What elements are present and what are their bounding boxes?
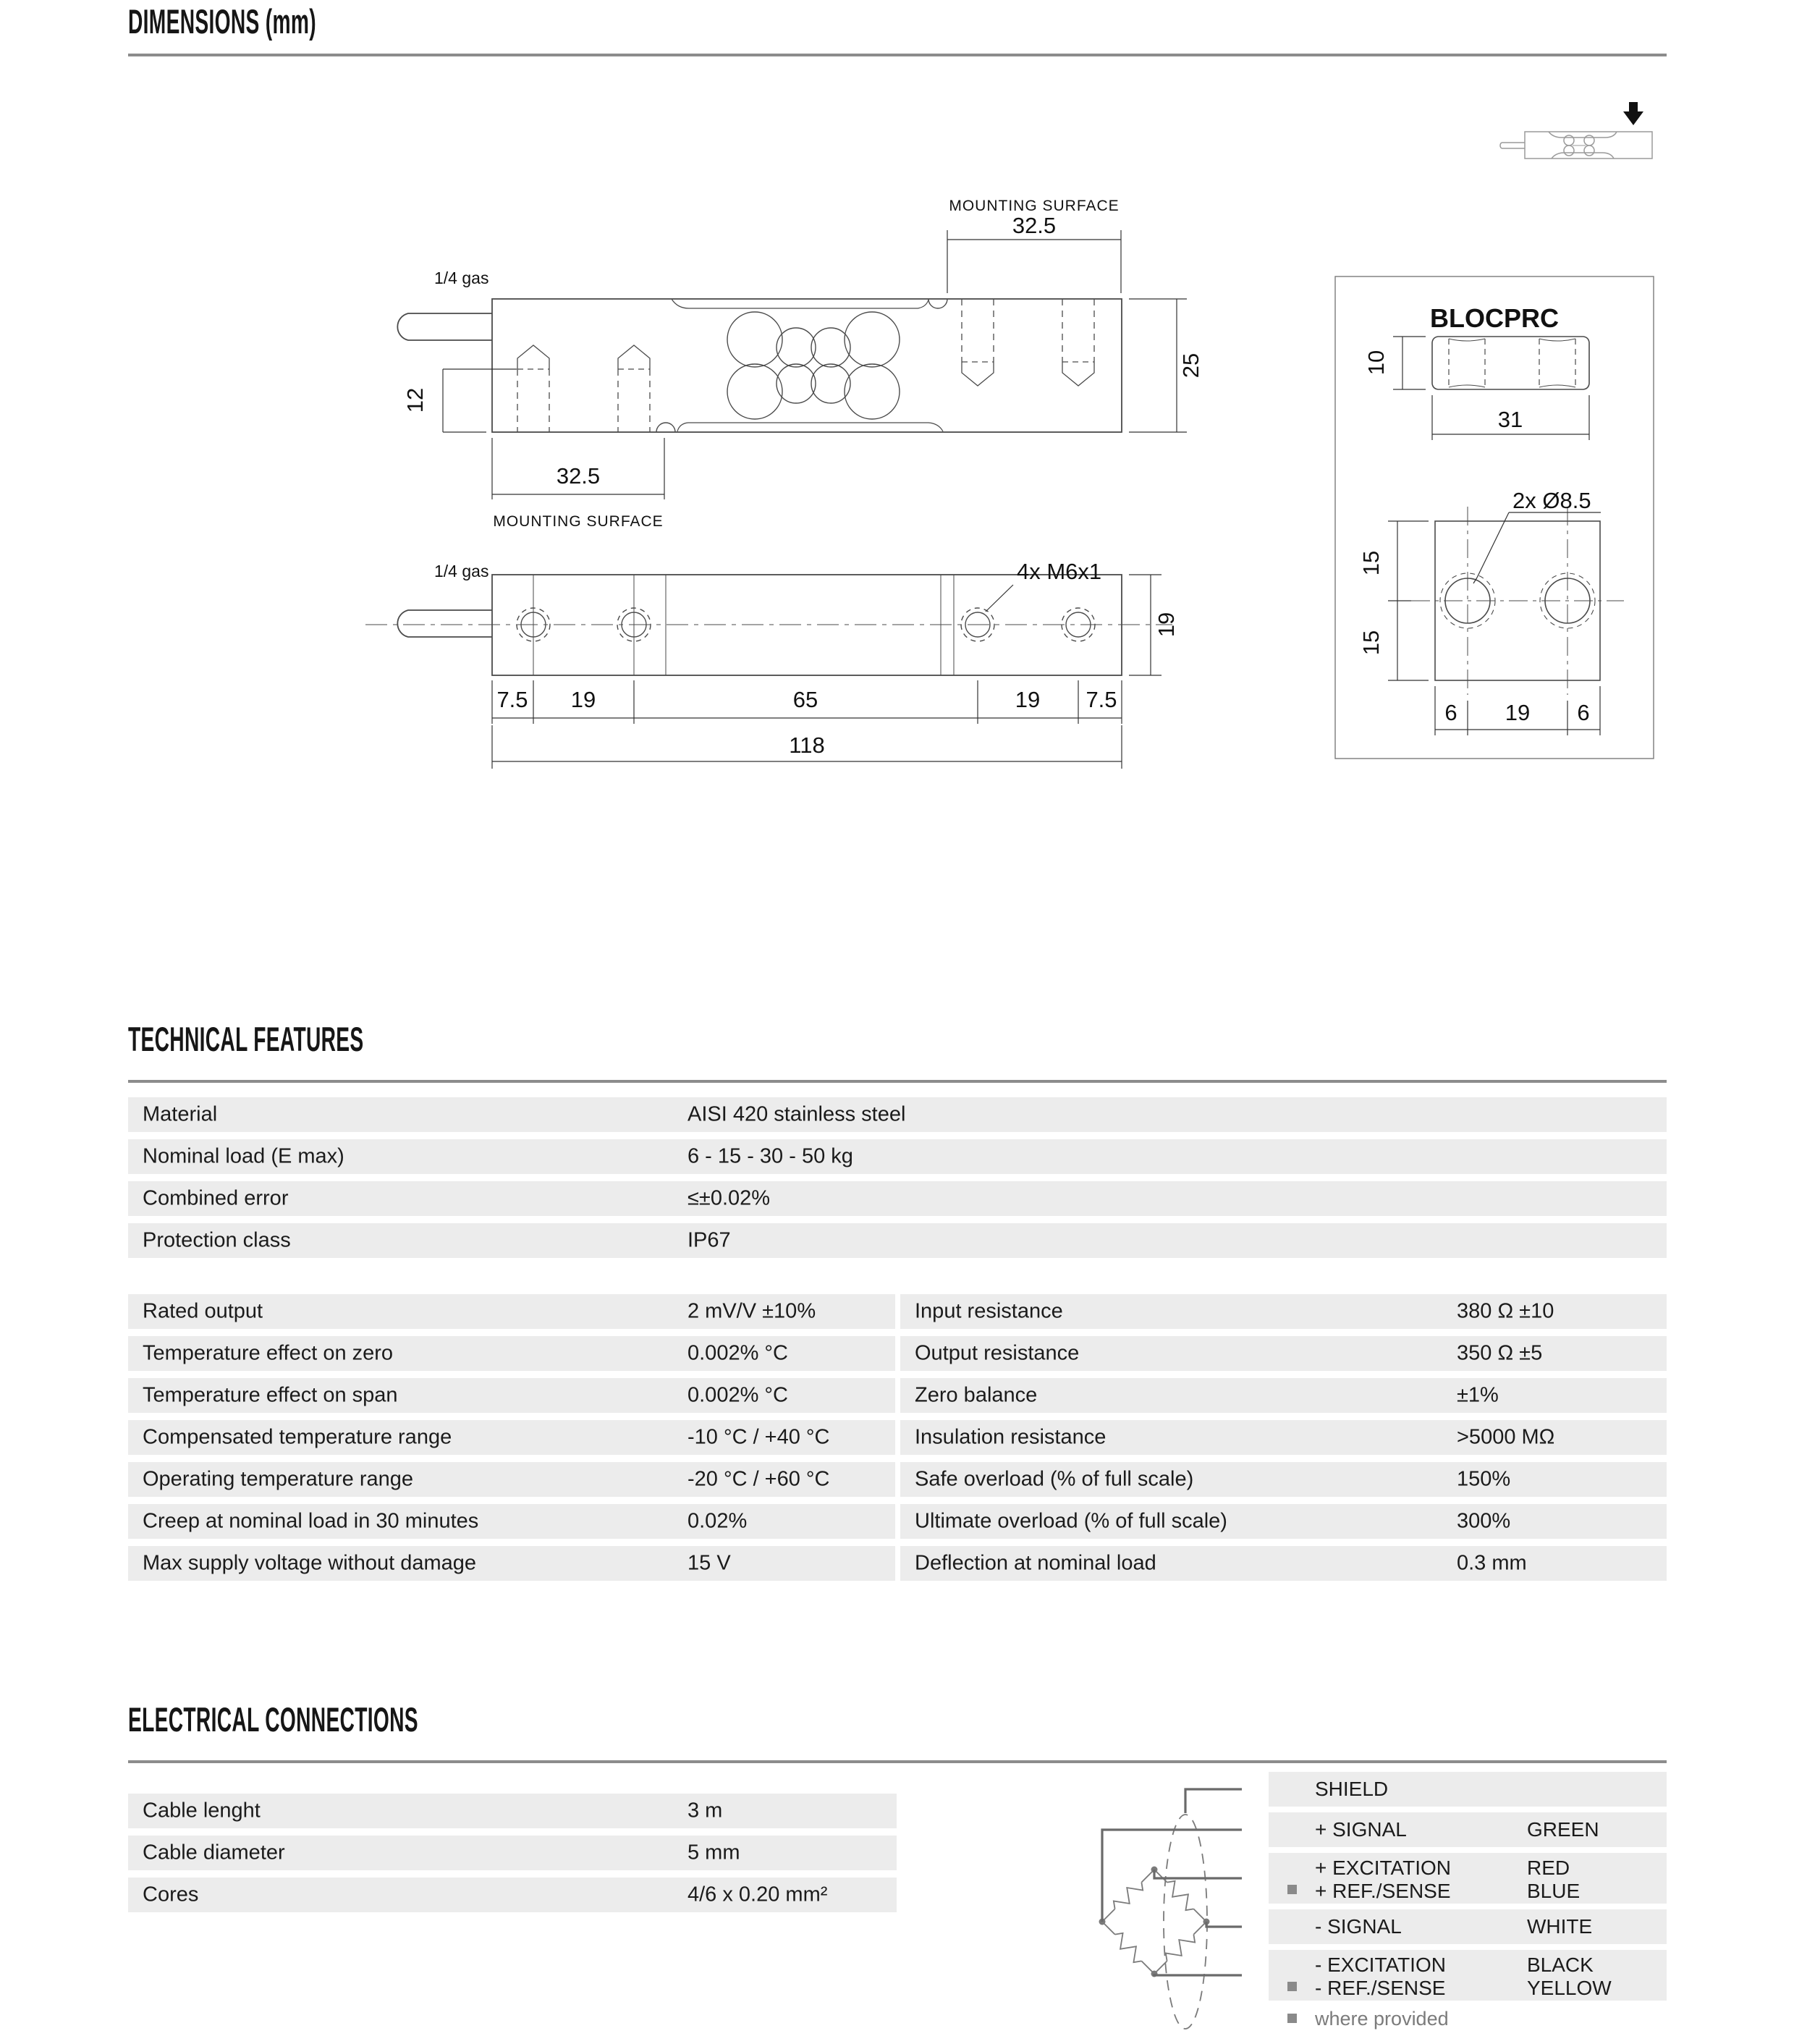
table-row-temp-zero xyxy=(128,1336,895,1371)
dim-chain-3: 19 xyxy=(1015,687,1041,712)
wiring-row-shield xyxy=(1269,1772,1667,1807)
electrical-section-title xyxy=(128,1699,612,1739)
table-row-compensated-range xyxy=(128,1420,895,1455)
where-provided-bullet xyxy=(1287,2014,1297,2023)
wire-label: + SIGNAL xyxy=(1315,1818,1407,1841)
where-provided-bullet xyxy=(1287,1885,1297,1894)
technical-section-title xyxy=(128,1019,521,1059)
dim-6-right: 6 xyxy=(1577,700,1590,725)
wiring-row-minus-signal xyxy=(1269,1909,1667,1944)
gas-label-top: 1/4 gas xyxy=(434,269,489,287)
wire-color: GREEN xyxy=(1527,1818,1599,1841)
blocprc-side-dims xyxy=(1393,337,1589,440)
row-value: 2 mV/V ±10% xyxy=(687,1299,816,1323)
hole-callout: 2x Ø8.5 xyxy=(1512,488,1591,513)
row-value: 6 - 15 - 30 - 50 kg xyxy=(687,1144,853,1168)
row-value: 5 mm xyxy=(687,1841,740,1864)
row-value: 3 m xyxy=(687,1799,723,1823)
row-label: Input resistance xyxy=(915,1299,1063,1323)
row-value: 150% xyxy=(1457,1467,1511,1491)
table-row-protection-class xyxy=(128,1223,1667,1258)
mounting-surface-top-label: MOUNTING SURFACE xyxy=(949,198,1120,214)
wiring-row-minus-excitation xyxy=(1269,1950,1667,2001)
dim-31: 31 xyxy=(1497,407,1523,432)
dim-chain-4: 7.5 xyxy=(1086,687,1117,712)
threaded-hole-top-left-2 xyxy=(618,345,650,432)
table-row-cable-length xyxy=(128,1794,897,1828)
wire-label-secondary: + REF./SENSE xyxy=(1315,1880,1451,1902)
side-view-dimensions xyxy=(492,575,1162,769)
wire-color-secondary: BLUE xyxy=(1527,1880,1581,1902)
mounting-surface-bottom-label: MOUNTING SURFACE xyxy=(493,513,664,530)
electrical-rule xyxy=(128,1760,1667,1763)
row-label: Cable lenght xyxy=(143,1799,261,1823)
table-row-ultimate-overload xyxy=(900,1504,1667,1539)
dim-32-5-bottom: 32.5 xyxy=(556,463,601,489)
table-row-deflection xyxy=(900,1546,1667,1581)
dim-19-block: 19 xyxy=(1505,700,1531,725)
threaded-hole-top-right-1 xyxy=(962,299,994,386)
row-value: ±1% xyxy=(1457,1383,1499,1407)
table-row-safe-overload xyxy=(900,1462,1667,1497)
dim-25: 25 xyxy=(1178,352,1203,379)
minus-excitation-wire xyxy=(1154,1974,1242,1975)
minus-signal-wire xyxy=(1206,1922,1242,1927)
wiring-row-plus-excitation xyxy=(1269,1853,1667,1904)
wire-label: + EXCITATION xyxy=(1315,1857,1451,1879)
row-value: 15 V xyxy=(687,1551,731,1575)
table-row-cable-diameter xyxy=(128,1836,897,1870)
row-label: Temperature effect on zero xyxy=(143,1341,394,1365)
wire-label-secondary: - REF./SENSE xyxy=(1315,1977,1446,1999)
wire-color: RED xyxy=(1527,1857,1570,1879)
row-label: Safe overload (% of full scale) xyxy=(915,1467,1194,1491)
table-row-operating-range xyxy=(128,1462,895,1497)
gas-label-side: 1/4 gas xyxy=(434,562,489,580)
wiring-arrows xyxy=(1102,1789,1242,1975)
wire-color-secondary: YELLOW xyxy=(1527,1977,1612,1999)
dim-10: 10 xyxy=(1363,350,1389,376)
dim-15-bottom: 15 xyxy=(1358,630,1384,656)
blocprc-top-view xyxy=(1411,507,1624,695)
row-value: ≤±0.02% xyxy=(687,1186,771,1210)
wire-label: - SIGNAL xyxy=(1315,1915,1402,1938)
row-label: Creep at nominal load in 30 minutes xyxy=(143,1509,479,1533)
row-value: 4/6 x 0.20 mm² xyxy=(687,1883,828,1906)
dim-19-side: 19 xyxy=(1154,612,1179,638)
dim-15-top: 15 xyxy=(1358,550,1384,576)
wheatstone-bridge xyxy=(1098,1865,1211,1979)
row-label: Rated output xyxy=(143,1299,263,1323)
thread-callout: 4x M6x1 xyxy=(1017,559,1102,584)
table-row-creep xyxy=(128,1504,895,1539)
row-label: Cable diameter xyxy=(143,1841,285,1864)
table-row-cores xyxy=(128,1878,897,1912)
blocprc-side-view xyxy=(1432,337,1589,389)
table-row-temp-span xyxy=(128,1378,895,1413)
technical-title-text: TECHNICAL FEATURES xyxy=(128,1020,364,1058)
where-provided-bullet xyxy=(1287,1982,1297,1991)
blocprc-title: BLOCPRC xyxy=(1430,303,1559,333)
wire-label: - EXCITATION xyxy=(1315,1954,1446,1976)
cable-shield-ellipse xyxy=(1164,1815,1207,2029)
row-label: Protection class xyxy=(143,1228,291,1252)
blocprc-top-dims xyxy=(1388,512,1601,735)
side-view xyxy=(365,575,1172,675)
arrow-down-icon xyxy=(1623,102,1643,125)
row-label: Output resistance xyxy=(915,1341,1080,1365)
row-value: 0.002% °C xyxy=(687,1383,788,1407)
dim-chain-2: 65 xyxy=(792,687,818,712)
table-row-zero-balance xyxy=(900,1378,1667,1413)
row-label: Max supply voltage without damage xyxy=(143,1551,477,1575)
shield-wire xyxy=(1185,1789,1242,1813)
row-label: Combined error xyxy=(143,1186,289,1210)
row-value: 0.02% xyxy=(687,1509,748,1533)
load-direction-icon xyxy=(1500,132,1652,159)
dim-chain-1: 19 xyxy=(570,687,596,712)
electrical-title-text: ELECTRICAL CONNECTIONS xyxy=(128,1700,418,1739)
row-value: IP67 xyxy=(687,1228,731,1252)
flexure-cutout xyxy=(727,312,900,419)
dimension-drawing xyxy=(0,0,1794,955)
row-value: 350 Ω ±5 xyxy=(1457,1341,1543,1365)
dim-32-5-top: 32.5 xyxy=(1012,213,1057,238)
wire-label: SHIELD xyxy=(1315,1778,1389,1800)
cable-top xyxy=(397,313,492,340)
blocprc-panel xyxy=(1335,276,1654,759)
table-row-combined-error xyxy=(128,1181,1667,1216)
threaded-hole-top-right-2 xyxy=(1062,299,1094,386)
row-value: >5000 MΩ xyxy=(1457,1425,1555,1449)
dim-chain-0: 7.5 xyxy=(496,687,528,712)
dim-12: 12 xyxy=(402,387,428,413)
plus-signal-wire xyxy=(1102,1830,1242,1922)
table-row-nominal-load xyxy=(128,1139,1667,1174)
table-row-input-resistance xyxy=(900,1294,1667,1329)
row-label: Deflection at nominal load xyxy=(915,1551,1156,1575)
row-label: Cores xyxy=(143,1883,199,1906)
table-row-output-resistance xyxy=(900,1336,1667,1371)
row-value: 0.3 mm xyxy=(1457,1551,1527,1575)
top-view xyxy=(397,299,1122,432)
table-row-max-supply xyxy=(128,1546,895,1581)
row-value: 0.002% °C xyxy=(687,1341,788,1365)
note-text: where provided xyxy=(1315,2008,1449,2030)
row-label: Ultimate overload (% of full scale) xyxy=(915,1509,1227,1533)
top-view-dimensions xyxy=(443,230,1187,499)
row-label: Compensated temperature range xyxy=(143,1425,452,1449)
top-view-body xyxy=(492,299,1122,432)
row-value: AISI 420 stainless steel xyxy=(687,1102,906,1126)
threaded-hole-top-left-1 xyxy=(517,345,549,432)
row-label: Material xyxy=(143,1102,218,1126)
row-label: Temperature effect on span xyxy=(143,1383,398,1407)
table-row-insulation xyxy=(900,1420,1667,1455)
dim-118: 118 xyxy=(789,732,825,758)
row-value: -10 °C / +40 °C xyxy=(687,1425,830,1449)
wiring-row-plus-signal xyxy=(1269,1812,1667,1847)
dim-6-left: 6 xyxy=(1444,700,1457,725)
row-label: Nominal load (E max) xyxy=(143,1144,344,1168)
row-value: 380 Ω ±10 xyxy=(1457,1299,1554,1323)
row-value: 300% xyxy=(1457,1509,1511,1533)
row-label: Insulation resistance xyxy=(915,1425,1107,1449)
table-row-material xyxy=(128,1097,1667,1132)
dimensions-title-text: DIMENSIONS (mm) xyxy=(128,2,316,41)
cable-side xyxy=(397,610,492,637)
table-row-rated-output xyxy=(128,1294,895,1329)
plus-excitation-wire xyxy=(1154,1870,1242,1878)
technical-rule xyxy=(128,1080,1667,1083)
row-label: Operating temperature range xyxy=(143,1467,413,1491)
wire-color: WHITE xyxy=(1527,1915,1593,1938)
where-provided-note xyxy=(1269,2005,1667,2034)
row-value: -20 °C / +60 °C xyxy=(687,1467,830,1491)
row-label: Zero balance xyxy=(915,1383,1038,1407)
wire-color: BLACK xyxy=(1527,1954,1594,1976)
blocprc-border xyxy=(1335,276,1654,759)
